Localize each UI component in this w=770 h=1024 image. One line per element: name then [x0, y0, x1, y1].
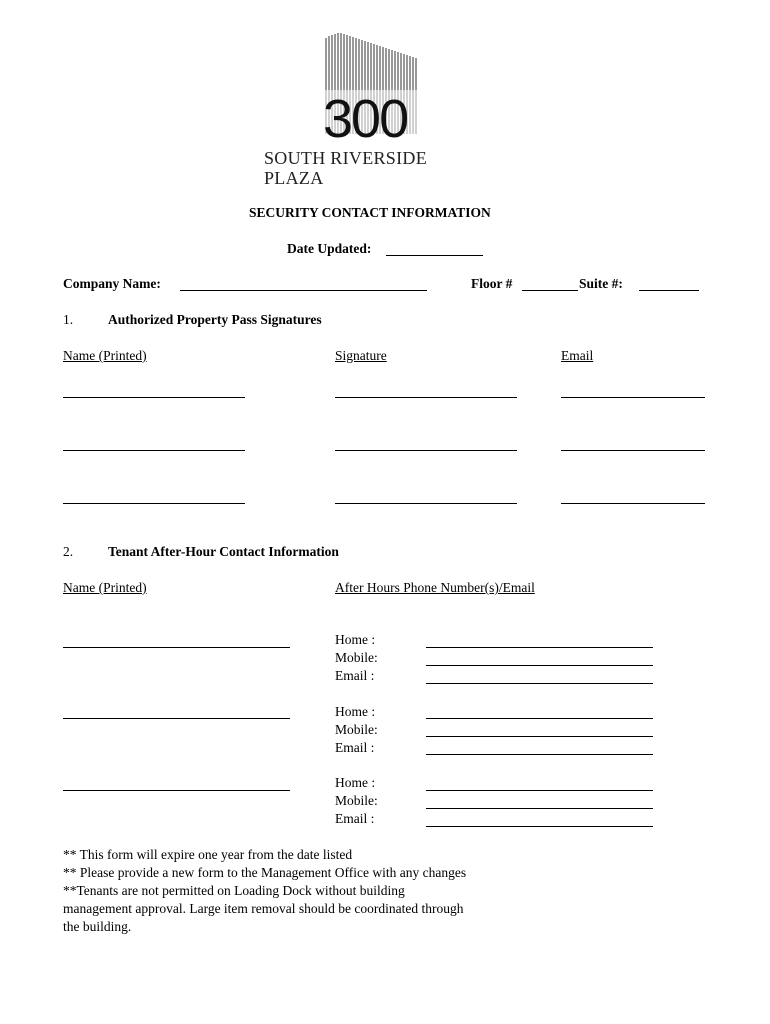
note-line-2: ** Please provide a new form to the Management Office with any changes: [63, 865, 467, 880]
contact-name-field-2[interactable]: [63, 718, 290, 719]
contact-mobile-label-1: Mobile:: [335, 650, 378, 665]
contact-email-label-3: Email :: [335, 811, 375, 826]
contact-home-field-3[interactable]: [426, 790, 653, 791]
floor-field[interactable]: [522, 290, 578, 291]
pass-name-field-1[interactable]: [63, 397, 245, 398]
section2-number: 2.: [63, 544, 74, 559]
note-line-1: ** This form will expire one year from the date listed: [63, 847, 353, 862]
company-name-field[interactable]: [180, 290, 427, 291]
note-line-5: the building.: [63, 919, 132, 934]
building-logo: [258, 30, 488, 188]
section1-number: 1.: [63, 312, 74, 327]
note-line-4: management approval. Large item removal should be coordinated through: [63, 901, 464, 916]
logo-number: 300: [323, 89, 408, 149]
contact-mobile-label-2: Mobile:: [335, 722, 378, 737]
pass-signature-field-2[interactable]: [335, 450, 517, 451]
contact-email-label-2: Email :: [335, 740, 375, 755]
pass-name-field-3[interactable]: [63, 503, 245, 504]
suite-label: Suite #:: [579, 276, 623, 291]
contact-email-field-2[interactable]: [426, 754, 653, 755]
pass-signature-field-1[interactable]: [335, 397, 517, 398]
pass-email-field-3[interactable]: [561, 503, 705, 504]
pass-email-field-1[interactable]: [561, 397, 705, 398]
contact-email-label-1: Email :: [335, 668, 375, 683]
contact-mobile-field-1[interactable]: [426, 665, 653, 666]
contact-name-field-3[interactable]: [63, 790, 290, 791]
form-notes: [63, 846, 533, 936]
note-line-3: **Tenants are not permitted on Loading Dock without building: [63, 883, 405, 898]
contact-mobile-label-3: Mobile:: [335, 793, 378, 808]
section1-col-email: Email: [561, 348, 594, 363]
contact-home-field-1[interactable]: [426, 647, 653, 648]
form-title: SECURITY CONTACT INFORMATION: [249, 205, 491, 220]
contact-email-field-3[interactable]: [426, 826, 653, 827]
contact-name-field-1[interactable]: [63, 647, 290, 648]
section2-col-phone: After Hours Phone Number(s)/Email: [335, 580, 535, 595]
contact-mobile-field-3[interactable]: [426, 808, 653, 809]
date-updated-field[interactable]: [386, 255, 483, 256]
contact-home-label-1: Home :: [335, 632, 376, 647]
pass-signature-field-3[interactable]: [335, 503, 517, 504]
pass-email-field-2[interactable]: [561, 450, 705, 451]
section1-heading: Authorized Property Pass Signatures: [108, 312, 322, 327]
company-name-label: Company Name:: [63, 276, 161, 291]
floor-label: Floor #: [471, 276, 513, 291]
section2-col-name: Name (Printed): [63, 580, 147, 595]
contact-email-field-1[interactable]: [426, 683, 653, 684]
date-updated-label: Date Updated:: [287, 241, 372, 256]
contact-home-label-2: Home :: [335, 704, 376, 719]
section1-col-name: Name (Printed): [63, 348, 147, 363]
logo-subtitle: SOUTH RIVERSIDE PLAZA: [264, 148, 428, 188]
section1-col-signature: Signature: [335, 348, 387, 363]
contact-home-label-3: Home :: [335, 775, 376, 790]
contact-mobile-field-2[interactable]: [426, 736, 653, 737]
contact-home-field-2[interactable]: [426, 718, 653, 719]
pass-name-field-2[interactable]: [63, 450, 245, 451]
suite-field[interactable]: [639, 290, 699, 291]
section2-heading: Tenant After-Hour Contact Information: [108, 544, 339, 559]
